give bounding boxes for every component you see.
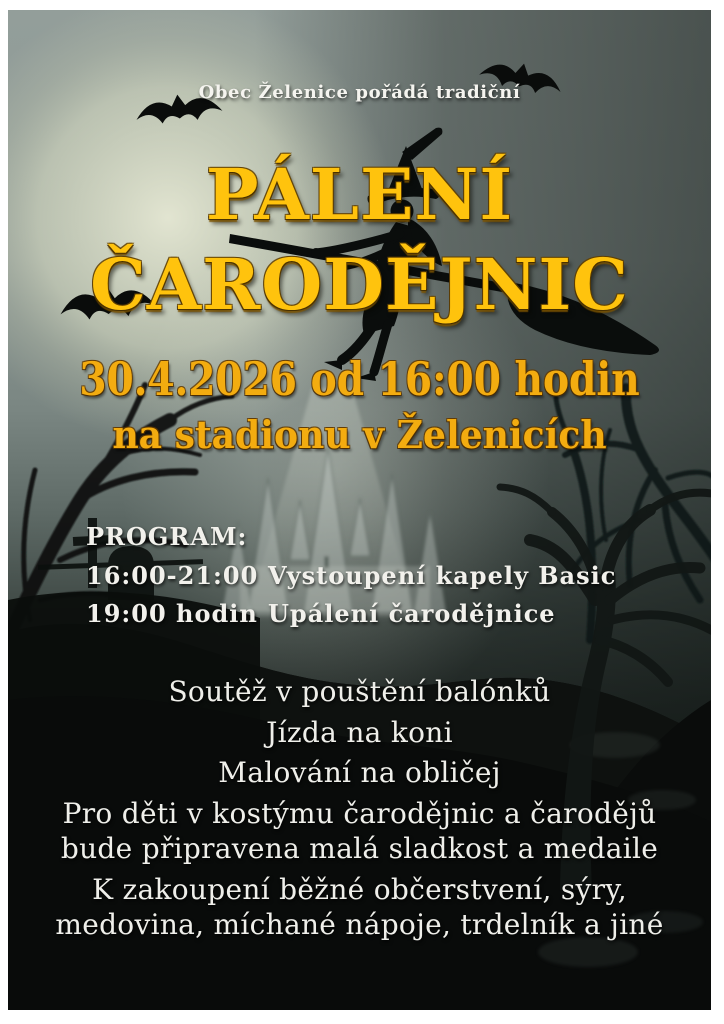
title-line-2: ČARODĚJNIC [90,243,629,326]
program-item [86,595,616,634]
attractions-list [8,672,711,794]
attraction-item: Jízda na koni [266,715,453,749]
note-line: medovina, míchané nápoje, trdelník a jiné [55,908,664,941]
program-time: 16:00-21:00 [86,560,259,590]
program-item [86,557,616,596]
note-paragraph [8,796,711,866]
program-heading: PROGRAM: [86,522,248,551]
intro-line: Obec Želenice pořádá tradiční [198,82,521,103]
note-line: K zakoupení běžné občerstvení, sýry, [92,873,627,906]
title-line-1: PÁLENÍ [205,153,514,236]
event-poster [8,10,711,1010]
program-time: 19:00 hodin [86,599,258,628]
info-notes [8,796,711,942]
note-line: bude připravena malá sladkost a medaile [60,832,659,865]
attraction-item: Soutěž v pouštění balónků [168,675,551,708]
note-line: Pro děti v kostýmu čarodějnic a čarodějů [62,797,657,830]
poster-title [8,150,711,330]
note-paragraph [8,872,711,942]
program-activity: Upálení čarodějnice [268,599,556,628]
attraction-item: Malování na obličej [218,756,501,789]
event-location: na stadionu v Želenicích [112,412,607,457]
program-section [86,518,616,634]
program-activity: Vystoupení kapely Basic [268,560,617,590]
event-date: 30.4.2026 od 16:00 hodin [79,352,640,406]
